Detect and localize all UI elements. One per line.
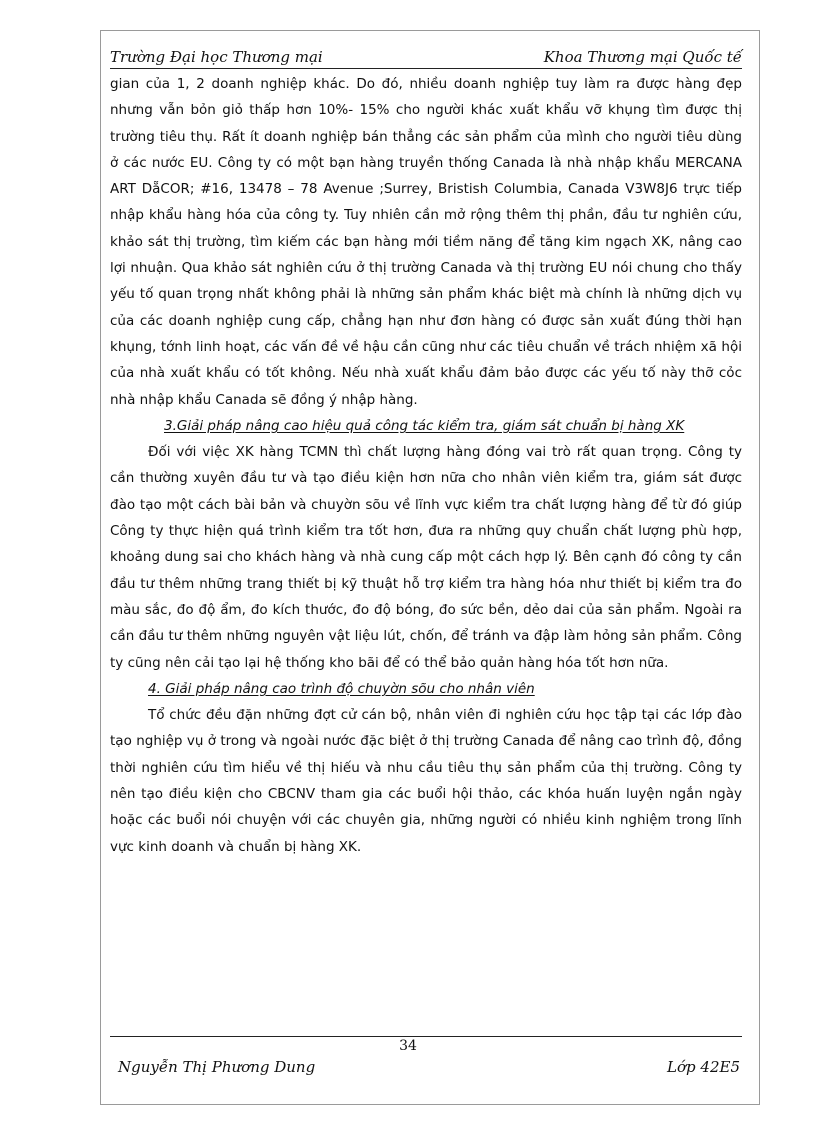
footer-rule — [110, 1036, 742, 1037]
document-body — [110, 71, 742, 860]
paragraph-market: gian của 1, 2 doanh nghiệp khác. Do đó, nhiều doanh nghiệp tuy làm ra được hàng đẹp nhưng vẫn bỏn giỏ thấp hơn 10%- 15% cho người khác xuất khẩu vỡ khụng tìm được thị trường tiêu thụ. Rất ít doanh nghiệp bán thẳng các sản phẩm của mình cho người tiêu dùng ở các nước EU. Công ty có một bạn hàng truyền thống Canada là nhà nhập khẩu MERCANA ART DẵCOR; #16, 13478 – 78 Avenue ;Surrey, Bristish Columbia, Canada V3W8J6 trực tiếp nhập khẩu hàng hóa của công ty. Tuy nhiên cần mở rộng thêm thị phần, đầu tư nghiên cứu, khảo sát thị trường, tìm kiếm các bạn hàng mới tiềm năng để tăng kim ngạch XK, nâng cao lợi nhuận. Qua khảo sát nghiên cứu ở thị trường Canada và thị trường EU nói chung cho thấy yếu tố quan trọng nhất không phải là những sản phẩm khác biệt mà chính là những dịch vụ của các doanh nghiệp cung cấp, chẳng hạn như đơn hàng có được sản xuất đúng thời hạn khụng, tớnh linh hoạt, các vấn đề về hậu cần cũng như các tiêu chuẩn về trách nhiệm xã hội của nhà xuất khẩu có tốt không. Nếu nhà xuất khẩu đảm bảo được các yếu tố này thỡ cỏc nhà nhập khẩu Canada sẽ đồng ý nhập hàng. — [110, 76, 742, 408]
header-rule — [110, 68, 742, 69]
section-heading-3: 3.Giải pháp nâng cao hiệu quả công tác kiểm tra, giám sát chuẩn bị hàng XK — [164, 417, 685, 434]
header-faculty: Khoa Thương mại Quốc tế — [543, 48, 742, 66]
page-number: 34 — [399, 1038, 417, 1054]
footer-author: Nguyễn Thị Phương Dung — [118, 1058, 316, 1076]
section-heading-4: 4. Giải pháp nâng cao trình độ chuyờn sõu cho nhân viên — [148, 680, 535, 697]
paragraph-training: Tổ chức đều đặn những đợt cử cán bộ, nhân viên đi nghiên cứu học tập tại các lớp đào tạo nghiệp vụ ở trong và ngoài nước đặc biệt ở thị trường Canada để nâng cao trình độ, đồng thời nghiên cứu tìm hiểu về thị hiếu và nhu cầu tiêu thụ sản phẩm của thị trường. Công ty nên tạo điều kiện cho CBCNV tham gia các buổi hội thảo, các khóa huấn luyện ngắn ngày hoặc các buổi nói chuyện với các chuyên gia, những người có nhiều kinh nghiệm trong lĩnh vực kinh doanh và chuẩn bị hàng XK. — [110, 707, 742, 855]
footer-class: Lớp 42E5 — [667, 1058, 740, 1076]
page-footer — [118, 1058, 740, 1080]
paragraph-inspection: Đối với việc XK hàng TCMN thì chất lượng hàng đóng vai trò rất quan trọng. Công ty cần thường xuyên đầu tư và tạo điều kiện hơn nữa cho nhân viên kiểm tra, giám sát được đào tạo một cách bài bản và chuyờn sõu về lĩnh vực kiểm tra chất lượng hàng để từ đó giúp Công ty thực hiện quá trình kiểm tra tốt hơn, đưa ra những quy chuẩn chất lượng phù hợp, khoảng dung sai cho khách hàng và nhà cung cấp một cách hợp lý. Bên cạnh đó công ty cần đầu tư thêm những trang thiết bị kỹ thuật hỗ trợ kiểm tra hàng hóa như thiết bị kiểm tra đo màu sắc, đo độ ẩm, đo kích thước, đo độ bóng, đo sức bền, dẻo dai của sản phẩm. Ngoài ra cần đầu tư thêm những nguyên vật liệu lút, chốn, để tránh va đập làm hỏng sản phẩm. Công ty cũng nên cải tạo lại hệ thống kho bãi để có thể bảo quản hàng hóa tốt hơn nữa. — [110, 444, 742, 671]
header-university: Trường Đại học Thương mại — [110, 48, 323, 66]
page-header — [110, 48, 742, 70]
